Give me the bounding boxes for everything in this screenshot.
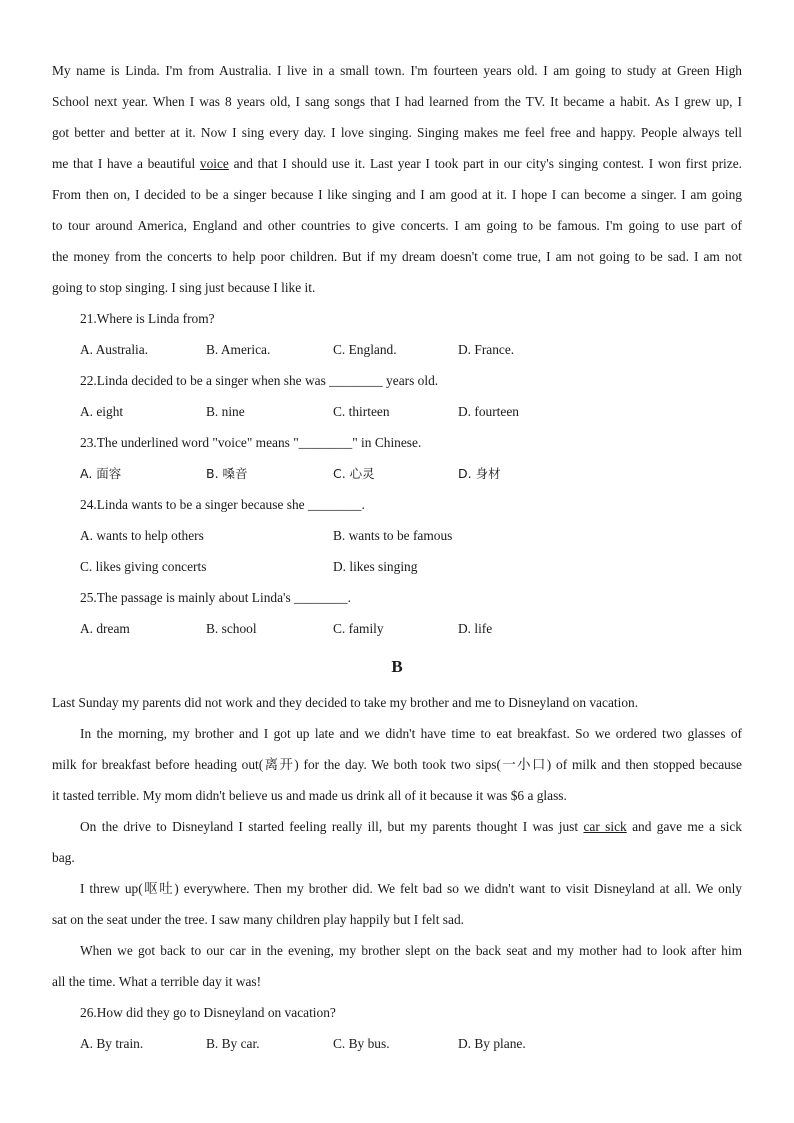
section-b-heading: B <box>391 657 403 676</box>
q21-option-a[interactable]: A. Australia. <box>80 342 149 357</box>
q26-option-a[interactable]: A. By train. <box>80 1036 144 1051</box>
passage-a-text: and that I should use it. Last year I took part in our city's singing contest. I won first prize. <box>228 156 742 171</box>
passage-b-para-2-line-1: In the morning, my brother and I got up late and we didn't have time to eat breakfast. So we ordered two glasses of <box>80 726 742 741</box>
passage-b-para-5-line-1: When we got back to our car in the evening, my brother slept on the back seat and my mother had to look after him <box>80 943 742 958</box>
q25-option-a[interactable]: A. dream <box>80 621 130 636</box>
q22-option-b[interactable]: B. nine <box>206 404 245 419</box>
q24-option-a[interactable]: A. wants to help others <box>80 528 204 543</box>
passage-a-text: me that I have a beautiful <box>52 156 200 171</box>
passage-a-line-8: going to stop singing. I sing just because I like it. <box>52 280 316 295</box>
q23-option-b[interactable]: B. 嗓音 <box>206 466 248 481</box>
passage-b-para-2-line-3: it tasted terrible. My mom didn't believe us and made us drink all of it because it was $6 a glass. <box>52 788 567 803</box>
q26-option-b[interactable]: B. By car. <box>206 1036 260 1051</box>
underlined-word-voice: voice <box>199 156 229 171</box>
passage-b-para-5-line-2: all the time. What a terrible day it was! <box>52 974 262 989</box>
q25-option-b[interactable]: B. school <box>206 621 257 636</box>
q21-option-b[interactable]: B. America. <box>206 342 271 357</box>
question-26: 26.How did they go to Disneyland on vacation? <box>80 1005 336 1020</box>
passage-a-line-6: to tour around America, England and other countries to give concerts. I am going to be famous. I'm going to use part of <box>52 218 742 233</box>
q23-option-a[interactable]: A. 面容 <box>80 466 122 481</box>
q21-option-d[interactable]: D. France. <box>458 342 515 357</box>
question-21: 21.Where is Linda from? <box>80 311 215 326</box>
question-23: 23.The underlined word "voice" means "________" in Chinese. <box>80 435 422 450</box>
q23-option-d[interactable]: D. 身材 <box>458 466 501 481</box>
question-24: 24.Linda wants to be a singer because she ________. <box>80 497 365 512</box>
passage-a-line-3: got better and better at it. Now I sing every day. I love singing. Singing makes me feel free and happy. People always tell <box>52 125 742 140</box>
q22-option-c[interactable]: C. thirteen <box>333 404 390 419</box>
passage-a-line-5: From then on, I decided to be a singer because I like singing and I am good at it. I hope I can become a singer. I am going <box>52 187 742 202</box>
q24-option-c[interactable]: C. likes giving concerts <box>80 559 207 574</box>
q25-option-c[interactable]: C. family <box>333 621 384 636</box>
q24-option-d[interactable]: D. likes singing <box>333 559 418 574</box>
passage-b-para-1: Last Sunday my parents did not work and they decided to take my brother and me to Disneyland on vacation. <box>52 695 639 710</box>
passage-b-para-3-line-2: bag. <box>52 850 75 865</box>
underlined-phrase-car-sick: car sick <box>583 819 627 834</box>
q26-option-c[interactable]: C. By bus. <box>333 1036 390 1051</box>
passage-a-line-2: School next year. When I was 8 years old, I sang songs that I had learned from the TV. It became a habit. As I grew up, I <box>52 94 742 109</box>
q24-option-b[interactable]: B. wants to be famous <box>333 528 453 543</box>
passage-b-para-3-line-1 <box>80 811 742 842</box>
question-22: 22.Linda decided to be a singer when she was ________ years old. <box>80 373 439 388</box>
passage-b-text: On the drive to Disneyland I started feeling really ill, but my parents thought I was just <box>80 819 584 834</box>
passage-b-text: and gave me a sick <box>626 819 742 834</box>
q22-option-d[interactable]: D. fourteen <box>458 404 519 419</box>
passage-b-para-4-line-1: I threw up(呕吐) everywhere. Then my brother did. We felt bad so we didn't want to visit Disneyland at all. We only <box>80 881 742 896</box>
q25-option-d[interactable]: D. life <box>458 621 493 636</box>
passage-b-para-2-line-2: milk for breakfast before heading out(离开) for the day. We both took two sips(一小口) of milk and then stopped because <box>52 757 742 772</box>
question-25: 25.The passage is mainly about Linda's ________. <box>80 590 351 605</box>
passage-a-line-7: the money from the concerts to help poor children. But if my dream doesn't come true, I am not going to be sad. I am not <box>52 249 742 264</box>
passage-b-para-4-line-2: sat on the seat under the tree. I saw many children play happily but I felt sad. <box>52 912 465 927</box>
passage-a-line-1: My name is Linda. I'm from Australia. I live in a small town. I'm fourteen years old. I am going to study at Green High <box>52 63 742 78</box>
q26-option-d[interactable]: D. By plane. <box>458 1036 526 1051</box>
q23-option-c[interactable]: C. 心灵 <box>333 466 375 481</box>
passage-a-line-4 <box>52 148 742 179</box>
q22-option-a[interactable]: A. eight <box>80 404 124 419</box>
q21-option-c[interactable]: C. England. <box>333 342 397 357</box>
